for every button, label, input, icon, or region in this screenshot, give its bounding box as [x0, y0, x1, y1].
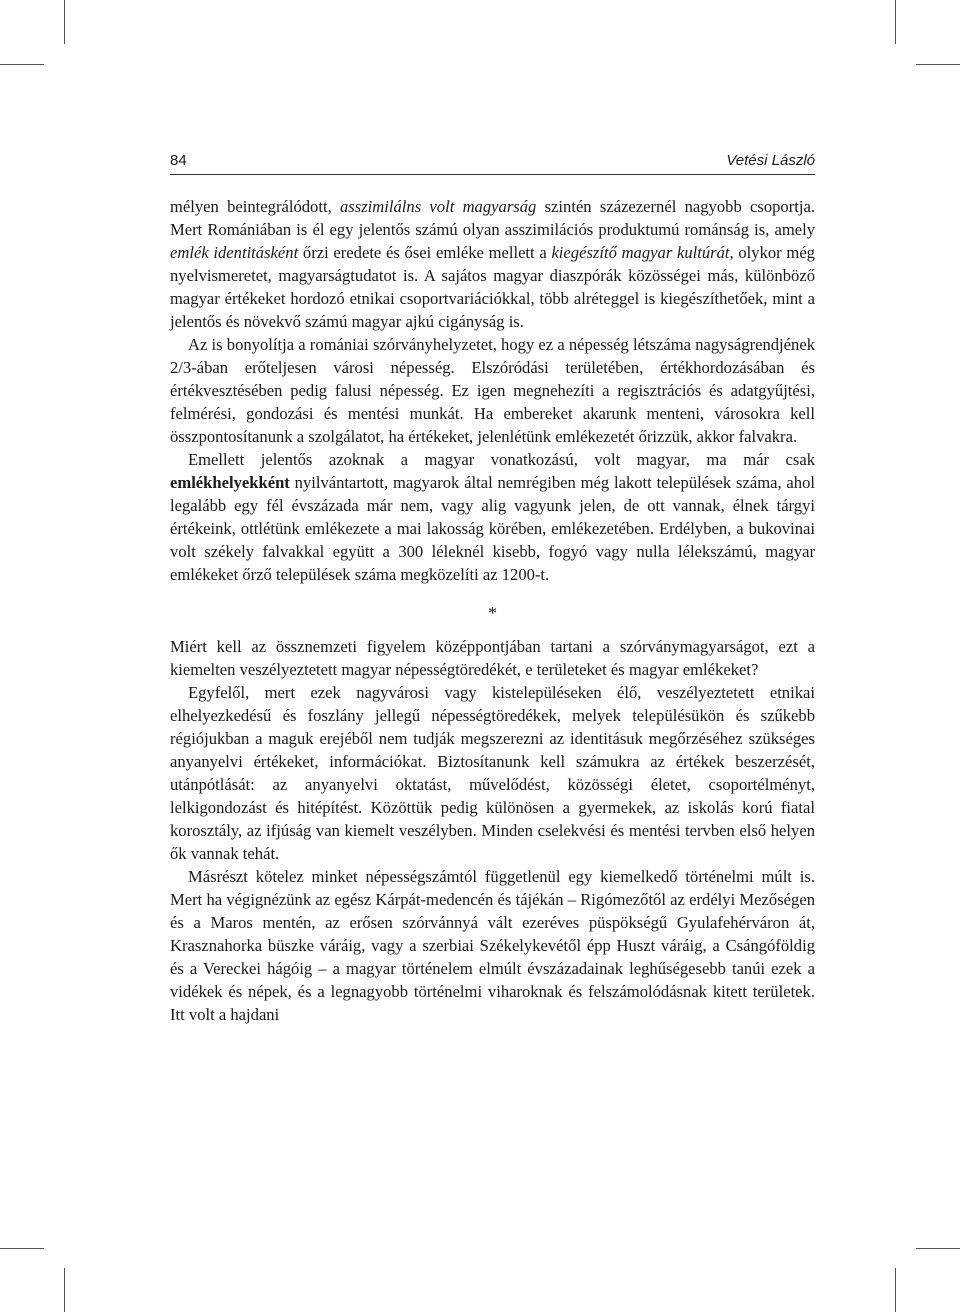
crop-mark-top-left-h	[0, 64, 44, 65]
p1-text-2: szintén százezernél nagyobb csoportja. Mert Romániában is él egy jelentős számú olyan asszimilációs produktumú románság is, amely	[170, 197, 815, 239]
crop-mark-bottom-right-h	[916, 1248, 960, 1249]
p3-bold-1: emlékhelyekként	[170, 473, 290, 492]
paragraph-2: Az is bonyolítja a romániai szórványhelyzetet, hogy ez a népesség létszáma nagyságrendjének 2/3-ában erőteljesen városi népesség. Elszóródási területében, értékhordozásában és értékvesztésében pedig falusi népesség. Ez igen megnehezíti a regisztrációs és adatgyűjtési, felmérési, gondozási és mentési munkát. Ha embereket akarunk menteni, városokra kell összpontosítanunk a szolgálatot, ha értékeket, jelenlétünk emlékezetét őrizzük, akkor falvakra.	[170, 335, 815, 446]
section-separator: *	[488, 603, 497, 623]
crop-mark-bottom-left	[64, 1268, 65, 1312]
paragraph-4: Miért kell az össznemzeti figyelem középpontjában tartani a szórványmagyarságot, ezt a kiemelten veszélyeztetett magyar népességtöredékét, e területeket és magyar emlékeket?	[170, 637, 815, 679]
p3-text-1: Emellett jelentős azoknak a magyar vonatkozású, volt magyar, ma már csak	[188, 450, 815, 469]
crop-mark-top-left	[64, 0, 65, 44]
running-author: Vetési László	[726, 152, 815, 169]
crop-mark-bottom-right	[895, 1268, 896, 1312]
crop-mark-top-right-h	[916, 64, 960, 65]
p1-text-4: , olykor még nyelvismeretet, magyarságtudatot is. A sajátos magyar diaszpórák közösségei más, különböző magyar értékeket hordozó etnikai csoportvariációkkal, több alréteggel is kiegészíthetőek, mint a jelentős és növekvő számú magyar ajkú cigányság is.	[170, 243, 815, 331]
paragraph-3	[170, 448, 815, 586]
p1-text-3: őrzi eredete és ősei emléke mellett a	[298, 243, 552, 262]
crop-mark-bottom-left-h	[0, 1248, 44, 1249]
body-text	[170, 195, 815, 1026]
p1-text-1: mélyen beintegrálódott,	[170, 197, 340, 216]
p1-italic-3: kiegészítő magyar kultúrát	[551, 243, 730, 262]
paragraph-6: Másrészt kötelez minket népességszámtól függetlenül egy kiemelkedő történelmi múlt is. Mert ha végignézünk az egész Kárpát-medencén és tájékán – Rigómezőtől az erdélyi Mezőségen és a Maros mentén, az erősen szórvánnyá vált ezeréves püspökségű Gyulafehérváron át, Krasznahorka büszke váráig, vagy a szerbiai Székelykevétől épp Huszt váráig, a Csángóföldig és a Vereckei hágóig – a magyar történelem elmúlt évszázadainak leghűségesebb tanúi ezek a vidékek és népek, és a legnagyobb történelmi viharoknak és felszámolódásnak kitett területek. Itt volt a hajdani	[170, 867, 815, 1024]
running-header	[170, 152, 815, 175]
p1-italic-2: emlék identitásként	[170, 243, 299, 262]
p1-italic-1: asszimilálns volt magyarság	[340, 197, 537, 216]
paragraph-5: Egyfelől, mert ezek nagyvárosi vagy kistelepüléseken élő, veszélyeztetett etnikai elhelyezkedésű és foszlány jellegű népességtöredékek, melyek településükön és szűkebb régiójukban a maguk erejéből nem tudják megszerezni az identitásuk megőrzéséhez szükséges anyanyelvi értékeket, információkat. Biztosítanunk kell számukra az értékek beszerzését, utánpótlását: az anyanyelvi oktatást, művelődést, közösségi életet, csoportélményt, lelkigondozást és hitépítést. Közöttük pedig különösen a gyermekek, az iskolás korú fiatal korosztály, az ifjúság van kiemelt veszélyben. Minden cselekvési és mentési tervben első helyen ők vannak tehát.	[170, 683, 815, 863]
p3-text-2: nyilvántartott, magyarok által nemrégiben még lakott települések száma, ahol legalább egy fél évszázada már nem, vagy alig vagyunk jelen, de ott vannak, élnek tárgyi értékeink, ottlétünk emlékezete a mai lakosság körében, emlékezetében. Erdélyben, a bukovinai volt székely falvakkal együtt a 300 léleknél kisebb, fogyó vagy nulla lélekszámú, magyar emlékeket őrző települések száma megközelíti az 1200-t.	[170, 473, 815, 584]
paragraph-1	[170, 195, 815, 333]
page-number: 84	[170, 152, 187, 169]
crop-mark-top-right	[895, 0, 896, 44]
